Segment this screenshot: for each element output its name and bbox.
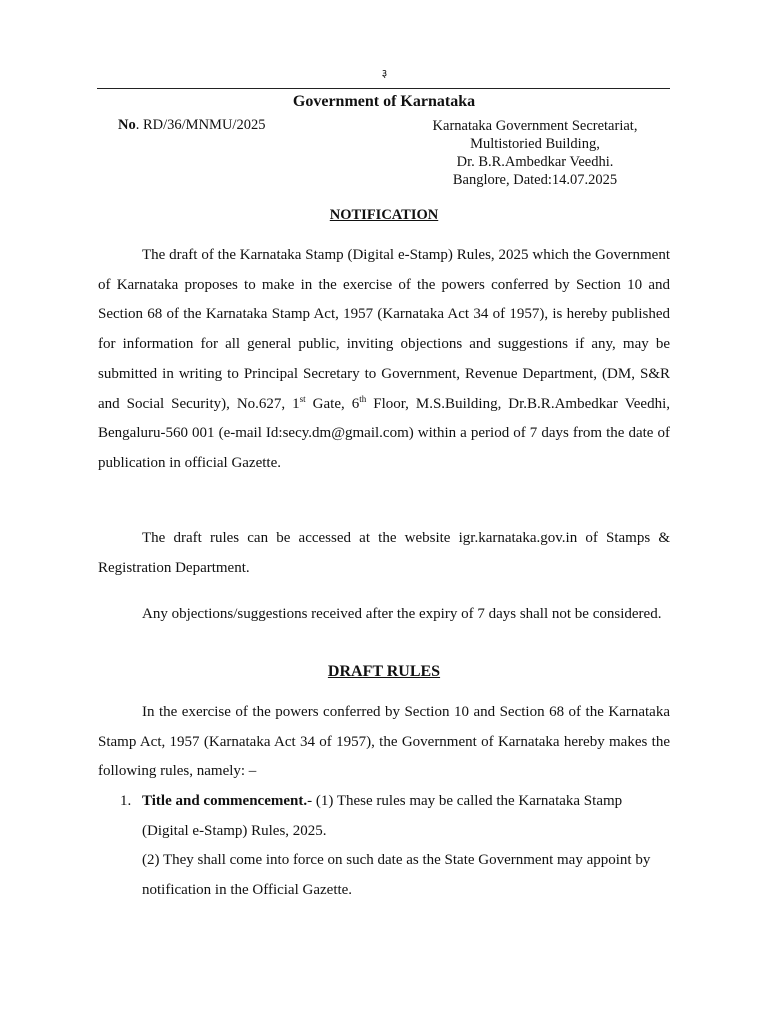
address-line: Banglore, Dated:14.07.2025 xyxy=(452,172,618,188)
superscript-st: st xyxy=(299,393,306,404)
paragraph-text: The draft of the Karnataka Stamp (Digital e-Stamp) Rules, 2025 which the Government of Karnataka proposes to make in the exercise of the powers conferred by Section 10 and Section 68 of the Karnataka Stamp Act, 1957 (Karnataka Act 34 of 1957), is hereby published for information for all general public, inviting objections and suggestions if any, may be submitted in writing to Principal Secretary to Government, Revenue Department, (DM, S&R and Social Security), No.627, 1 xyxy=(98,247,670,412)
page-number: ३ xyxy=(381,68,387,80)
notification-paragraph xyxy=(98,241,670,479)
secretariat-address xyxy=(420,117,650,189)
superscript-th: th xyxy=(359,393,367,404)
rule-item xyxy=(120,787,670,905)
header-divider xyxy=(97,88,670,89)
rule-number: 1. xyxy=(120,793,132,809)
rule-text: - (1) These rules may be called the Karnataka Stamp (Digital e-Stamp) Rules, 2025. xyxy=(142,793,623,839)
reference-label: No xyxy=(118,117,136,133)
rule-title: Title and commencement. xyxy=(142,793,308,809)
address-line: Dr. B.R.Ambedkar Veedhi. xyxy=(456,154,614,170)
draft-rules-intro: In the exercise of the powers conferred by Section 10 and Section 68 of the Karnataka Stamp Act, 1957 (Karnataka Act 34 of 1957), the Government of Karnataka hereby makes the following rules, namely: – xyxy=(98,704,670,780)
reference-value: . RD/36/MNMU/2025 xyxy=(135,117,266,133)
paragraph-text: Gate, 6 xyxy=(305,395,360,412)
government-title: Government of Karnataka xyxy=(292,93,476,110)
rule-clause-1 xyxy=(142,787,670,846)
rule-clause-2: (2) They shall come into force on such date as the State Government may appoint by notification in the Official Gazette. xyxy=(142,852,651,898)
rule-body xyxy=(142,787,670,905)
address-line: Multistoried Building, xyxy=(470,136,600,152)
address-line: Karnataka Government Secretariat, xyxy=(432,118,638,134)
draft-rules-heading: DRAFT RULES xyxy=(327,663,441,680)
reference-number xyxy=(118,117,265,134)
website-paragraph: The draft rules can be accessed at the website igr.karnataka.gov.in of Stamps & Registration Department. xyxy=(98,530,670,576)
objection-deadline-paragraph: Any objections/suggestions received after the expiry of 7 days shall not be considered. xyxy=(142,606,662,622)
notification-heading: NOTIFICATION xyxy=(329,207,439,223)
paragraph-text: Floor, M.S.Building, Dr.B.R.Ambedkar Veedhi, Bengaluru-560 001 (e-mail Id:secy.dm@gmail.com) within a period of 7 days from the date of publication in official Gazette. xyxy=(98,395,670,471)
